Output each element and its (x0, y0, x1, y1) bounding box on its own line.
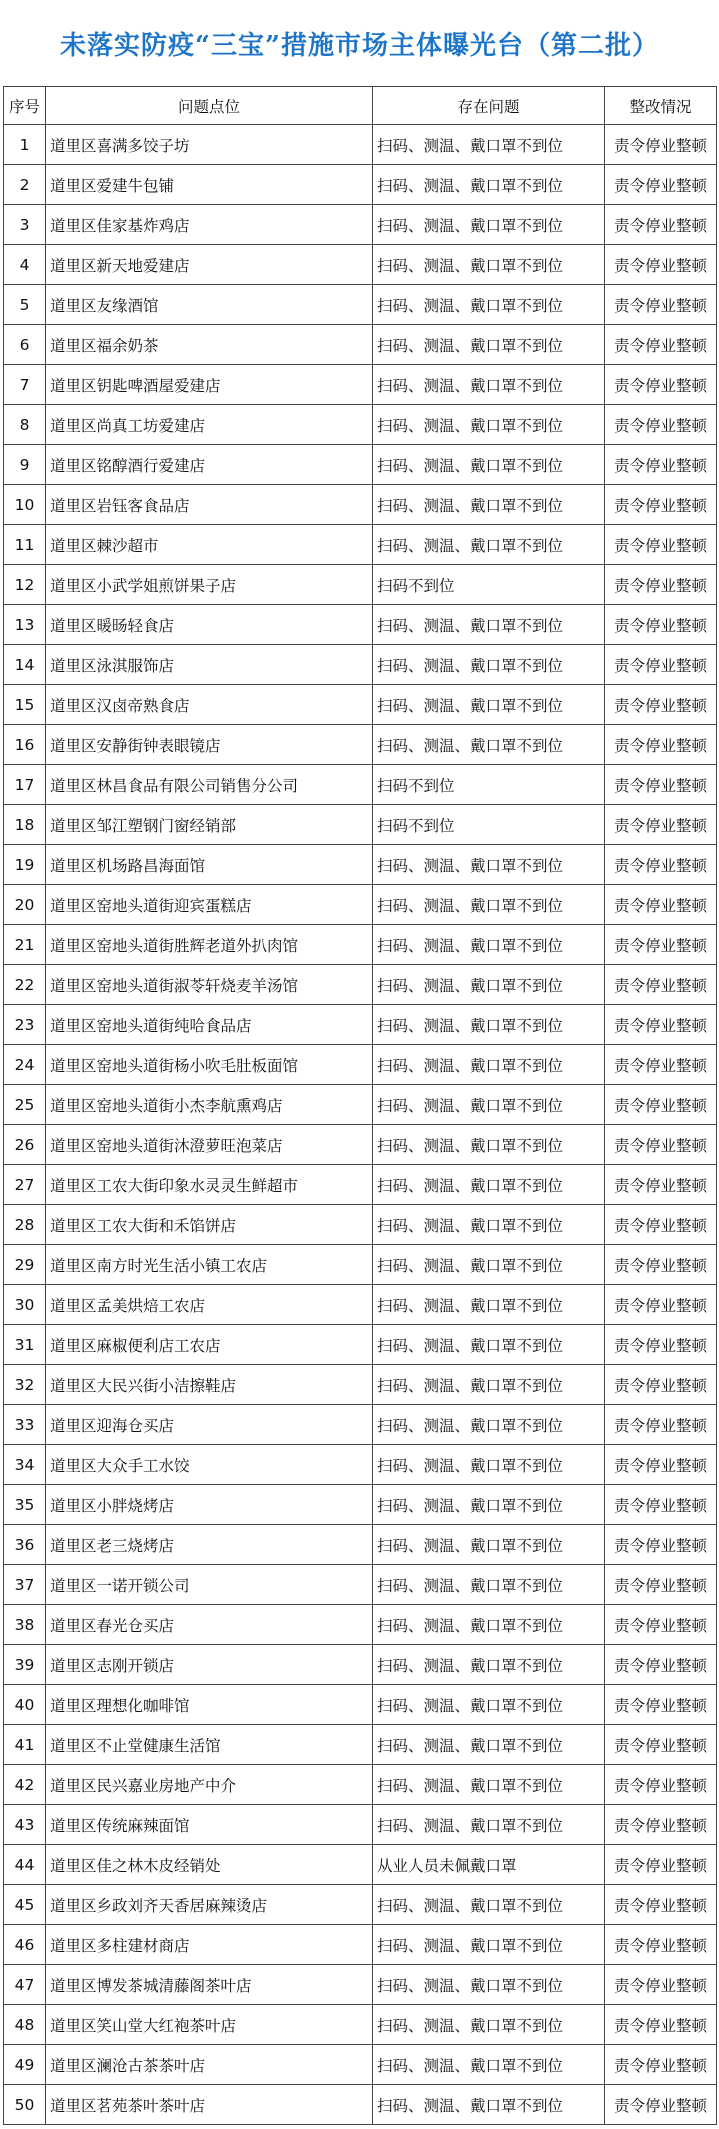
row-rectification: 责令停业整顿 (605, 1085, 717, 1125)
row-problem: 扫码、测温、戴口罩不到位 (373, 1125, 605, 1165)
table-row (4, 645, 717, 685)
page-title: 未落实防疫“三宝”措施市场主体曝光台（第二批） (60, 30, 659, 61)
row-rectification: 责令停业整顿 (605, 1245, 717, 1285)
row-rectification: 责令停业整顿 (605, 685, 717, 725)
table-row (4, 1565, 717, 1605)
row-rectification: 责令停业整顿 (605, 1045, 717, 1085)
row-index: 38 (4, 1605, 46, 1645)
row-location: 道里区钥匙啤酒屋爱建店 (46, 365, 373, 405)
table-row (4, 965, 717, 1005)
row-location: 道里区窑地头道街淑苓轩烧麦羊汤馆 (46, 965, 373, 1005)
row-rectification: 责令停业整顿 (605, 1925, 717, 1965)
row-location: 道里区大民兴街小洁擦鞋店 (46, 1365, 373, 1405)
table-row (4, 2045, 717, 2085)
row-rectification: 责令停业整顿 (605, 1445, 717, 1485)
row-location: 道里区福余奶茶 (46, 325, 373, 365)
row-rectification: 责令停业整顿 (605, 445, 717, 485)
row-location: 道里区博发茶城清藤阁茶叶店 (46, 1965, 373, 2005)
row-problem: 扫码、测温、戴口罩不到位 (373, 1285, 605, 1325)
row-problem: 扫码、测温、戴口罩不到位 (373, 725, 605, 765)
row-index: 9 (4, 445, 46, 485)
row-problem: 扫码不到位 (373, 765, 605, 805)
row-index: 50 (4, 2085, 46, 2125)
row-index: 16 (4, 725, 46, 765)
table-row (4, 325, 717, 365)
row-rectification: 责令停业整顿 (605, 765, 717, 805)
table-row (4, 685, 717, 725)
table-row (4, 205, 717, 245)
row-location: 道里区泳淇服饰店 (46, 645, 373, 685)
row-location: 道里区澜沧古茶茶叶店 (46, 2045, 373, 2085)
row-index: 45 (4, 1885, 46, 1925)
table-row (4, 1365, 717, 1405)
table-row (4, 565, 717, 605)
row-index: 30 (4, 1285, 46, 1325)
row-location: 道里区大众手工水饺 (46, 1445, 373, 1485)
row-problem: 扫码不到位 (373, 805, 605, 845)
row-index: 5 (4, 285, 46, 325)
row-location: 道里区小胖烧烤店 (46, 1485, 373, 1525)
row-rectification: 责令停业整顿 (605, 605, 717, 645)
table-row (4, 2085, 717, 2125)
row-location: 道里区机场路昌海面馆 (46, 845, 373, 885)
row-location: 道里区春光仓买店 (46, 1605, 373, 1645)
row-index: 46 (4, 1925, 46, 1965)
row-rectification: 责令停业整顿 (605, 1885, 717, 1925)
row-index: 26 (4, 1125, 46, 1165)
row-index: 36 (4, 1525, 46, 1565)
row-problem: 扫码、测温、戴口罩不到位 (373, 1085, 605, 1125)
row-problem: 扫码、测温、戴口罩不到位 (373, 1405, 605, 1445)
row-location: 道里区安静街钟表眼镜店 (46, 725, 373, 765)
header-problem: 存在问题 (373, 87, 605, 125)
row-rectification: 责令停业整顿 (605, 245, 717, 285)
table-row (4, 365, 717, 405)
exposure-table (3, 86, 717, 2125)
row-index: 42 (4, 1765, 46, 1805)
row-problem: 扫码、测温、戴口罩不到位 (373, 285, 605, 325)
row-problem: 扫码、测温、戴口罩不到位 (373, 1325, 605, 1365)
row-index: 47 (4, 1965, 46, 2005)
row-problem: 扫码、测温、戴口罩不到位 (373, 1925, 605, 1965)
row-location: 道里区窑地头道街纯哈食品店 (46, 1005, 373, 1045)
table-row (4, 845, 717, 885)
row-rectification: 责令停业整顿 (605, 1845, 717, 1885)
table-row (4, 605, 717, 645)
row-problem: 扫码、测温、戴口罩不到位 (373, 525, 605, 565)
row-index: 14 (4, 645, 46, 685)
row-problem: 扫码、测温、戴口罩不到位 (373, 1245, 605, 1285)
row-index: 25 (4, 1085, 46, 1125)
row-index: 20 (4, 885, 46, 925)
row-rectification: 责令停业整顿 (605, 1405, 717, 1445)
row-location: 道里区佳之林木皮经销处 (46, 1845, 373, 1885)
row-problem: 扫码、测温、戴口罩不到位 (373, 1045, 605, 1085)
row-location: 道里区铭醇酒行爱建店 (46, 445, 373, 485)
table-row (4, 525, 717, 565)
table-body (4, 125, 717, 2125)
row-rectification: 责令停业整顿 (605, 525, 717, 565)
row-location: 道里区尚真工坊爱建店 (46, 405, 373, 445)
row-problem: 扫码、测温、戴口罩不到位 (373, 1445, 605, 1485)
row-location: 道里区南方时光生活小镇工农店 (46, 1245, 373, 1285)
row-rectification: 责令停业整顿 (605, 1525, 717, 1565)
row-problem: 扫码、测温、戴口罩不到位 (373, 2005, 605, 2045)
row-location: 道里区岩钰客食品店 (46, 485, 373, 525)
row-problem: 扫码、测温、戴口罩不到位 (373, 925, 605, 965)
row-rectification: 责令停业整顿 (605, 1205, 717, 1245)
header-index: 序号 (4, 87, 46, 125)
row-rectification: 责令停业整顿 (605, 1365, 717, 1405)
row-index: 8 (4, 405, 46, 445)
row-rectification: 责令停业整顿 (605, 325, 717, 365)
row-index: 21 (4, 925, 46, 965)
row-rectification: 责令停业整顿 (605, 1485, 717, 1525)
row-rectification: 责令停业整顿 (605, 1725, 717, 1765)
row-rectification: 责令停业整顿 (605, 565, 717, 605)
row-rectification: 责令停业整顿 (605, 645, 717, 685)
table-row (4, 1845, 717, 1885)
table-row (4, 1925, 717, 1965)
row-rectification: 责令停业整顿 (605, 845, 717, 885)
table-row (4, 725, 717, 765)
row-rectification: 责令停业整顿 (605, 285, 717, 325)
row-problem: 扫码、测温、戴口罩不到位 (373, 445, 605, 485)
row-rectification: 责令停业整顿 (605, 1285, 717, 1325)
row-index: 33 (4, 1405, 46, 1445)
table-row (4, 1085, 717, 1125)
row-location: 道里区工农大街印象水灵灵生鲜超市 (46, 1165, 373, 1205)
row-index: 35 (4, 1485, 46, 1525)
row-location: 道里区林昌食品有限公司销售分公司 (46, 765, 373, 805)
table-row (4, 1605, 717, 1645)
row-rectification: 责令停业整顿 (605, 1325, 717, 1365)
row-index: 6 (4, 325, 46, 365)
row-rectification: 责令停业整顿 (605, 925, 717, 965)
row-location: 道里区工农大街和禾馅饼店 (46, 1205, 373, 1245)
row-rectification: 责令停业整顿 (605, 125, 717, 165)
row-location: 道里区一诺开锁公司 (46, 1565, 373, 1605)
row-problem: 扫码、测温、戴口罩不到位 (373, 1645, 605, 1685)
row-index: 18 (4, 805, 46, 845)
row-rectification: 责令停业整顿 (605, 1005, 717, 1045)
row-problem: 扫码、测温、戴口罩不到位 (373, 1805, 605, 1845)
table-row (4, 405, 717, 445)
row-problem: 扫码、测温、戴口罩不到位 (373, 685, 605, 725)
row-problem: 扫码、测温、戴口罩不到位 (373, 1005, 605, 1045)
table-row (4, 1725, 717, 1765)
row-location: 道里区棘沙超市 (46, 525, 373, 565)
row-problem: 扫码、测温、戴口罩不到位 (373, 1725, 605, 1765)
row-problem: 扫码、测温、戴口罩不到位 (373, 485, 605, 525)
table-row (4, 805, 717, 845)
table-row (4, 1405, 717, 1445)
row-index: 40 (4, 1685, 46, 1725)
row-location: 道里区理想化咖啡馆 (46, 1685, 373, 1725)
table-row (4, 1445, 717, 1485)
row-index: 23 (4, 1005, 46, 1045)
row-problem: 扫码、测温、戴口罩不到位 (373, 1565, 605, 1605)
row-index: 17 (4, 765, 46, 805)
row-index: 29 (4, 1245, 46, 1285)
row-problem: 扫码、测温、戴口罩不到位 (373, 205, 605, 245)
row-index: 37 (4, 1565, 46, 1605)
row-index: 11 (4, 525, 46, 565)
row-rectification: 责令停业整顿 (605, 1965, 717, 2005)
row-index: 27 (4, 1165, 46, 1205)
table-row (4, 1765, 717, 1805)
row-index: 31 (4, 1325, 46, 1365)
row-location: 道里区窑地头道街小杰李航熏鸡店 (46, 1085, 373, 1125)
table-row (4, 245, 717, 285)
row-index: 3 (4, 205, 46, 245)
row-location: 道里区多柱建材商店 (46, 1925, 373, 1965)
row-rectification: 责令停业整顿 (605, 2005, 717, 2045)
table-row (4, 1645, 717, 1685)
row-rectification: 责令停业整顿 (605, 1805, 717, 1845)
row-location: 道里区笑山堂大红袍茶叶店 (46, 2005, 373, 2045)
row-index: 4 (4, 245, 46, 285)
table-row (4, 1965, 717, 2005)
row-location: 道里区孟美烘焙工农店 (46, 1285, 373, 1325)
table-row (4, 1805, 717, 1845)
row-rectification: 责令停业整顿 (605, 2085, 717, 2125)
row-problem: 扫码、测温、戴口罩不到位 (373, 1885, 605, 1925)
row-problem: 扫码不到位 (373, 565, 605, 605)
table-row (4, 765, 717, 805)
table-row (4, 1205, 717, 1245)
row-location: 道里区邹江塑钢门窗经销部 (46, 805, 373, 845)
row-index: 48 (4, 2005, 46, 2045)
table-row (4, 885, 717, 925)
row-location: 道里区麻椒便利店工农店 (46, 1325, 373, 1365)
row-problem: 扫码、测温、戴口罩不到位 (373, 1605, 605, 1645)
row-problem: 扫码、测温、戴口罩不到位 (373, 845, 605, 885)
row-problem: 扫码、测温、戴口罩不到位 (373, 1365, 605, 1405)
row-rectification: 责令停业整顿 (605, 365, 717, 405)
row-rectification: 责令停业整顿 (605, 1765, 717, 1805)
table-row (4, 1245, 717, 1285)
row-problem: 扫码、测温、戴口罩不到位 (373, 405, 605, 445)
row-problem: 扫码、测温、戴口罩不到位 (373, 1685, 605, 1725)
row-problem: 扫码、测温、戴口罩不到位 (373, 125, 605, 165)
row-location: 道里区窑地头道街迎宾蛋糕店 (46, 885, 373, 925)
row-location: 道里区友缘酒馆 (46, 285, 373, 325)
table-row (4, 1285, 717, 1325)
row-location: 道里区佳家基炸鸡店 (46, 205, 373, 245)
table-row (4, 925, 717, 965)
header-location: 问题点位 (46, 87, 373, 125)
row-problem: 扫码、测温、戴口罩不到位 (373, 1525, 605, 1565)
header-row (4, 87, 717, 125)
table-row (4, 1325, 717, 1365)
table-row (4, 1125, 717, 1165)
row-problem: 扫码、测温、戴口罩不到位 (373, 1485, 605, 1525)
table-row (4, 1485, 717, 1525)
row-location: 道里区民兴嘉业房地产中介 (46, 1765, 373, 1805)
row-rectification: 责令停业整顿 (605, 405, 717, 445)
row-index: 44 (4, 1845, 46, 1885)
row-index: 15 (4, 685, 46, 725)
row-problem: 扫码、测温、戴口罩不到位 (373, 885, 605, 925)
row-location: 道里区暖旸轻食店 (46, 605, 373, 645)
row-location: 道里区喜满多饺子坊 (46, 125, 373, 165)
row-problem: 扫码、测温、戴口罩不到位 (373, 165, 605, 205)
row-index: 19 (4, 845, 46, 885)
row-index: 43 (4, 1805, 46, 1845)
row-rectification: 责令停业整顿 (605, 1125, 717, 1165)
row-rectification: 责令停业整顿 (605, 1165, 717, 1205)
row-index: 34 (4, 1445, 46, 1485)
table-row (4, 165, 717, 205)
row-rectification: 责令停业整顿 (605, 2045, 717, 2085)
row-location: 道里区乡政刘齐天香居麻辣烫店 (46, 1885, 373, 1925)
row-problem: 扫码、测温、戴口罩不到位 (373, 2045, 605, 2085)
row-rectification: 责令停业整顿 (605, 885, 717, 925)
table-row (4, 1885, 717, 1925)
row-problem: 扫码、测温、戴口罩不到位 (373, 1765, 605, 1805)
table-row (4, 1165, 717, 1205)
row-problem: 扫码、测温、戴口罩不到位 (373, 245, 605, 285)
row-location: 道里区窑地头道街胜辉老道外扒肉馆 (46, 925, 373, 965)
table-row (4, 1005, 717, 1045)
row-problem: 扫码、测温、戴口罩不到位 (373, 605, 605, 645)
row-index: 24 (4, 1045, 46, 1085)
table-row (4, 1045, 717, 1085)
row-index: 12 (4, 565, 46, 605)
row-problem: 扫码、测温、戴口罩不到位 (373, 365, 605, 405)
row-index: 13 (4, 605, 46, 645)
row-rectification: 责令停业整顿 (605, 725, 717, 765)
row-problem: 扫码、测温、戴口罩不到位 (373, 325, 605, 365)
row-rectification: 责令停业整顿 (605, 1605, 717, 1645)
table-row (4, 125, 717, 165)
row-problem: 扫码、测温、戴口罩不到位 (373, 1205, 605, 1245)
row-rectification: 责令停业整顿 (605, 485, 717, 525)
table-row (4, 1685, 717, 1725)
row-rectification: 责令停业整顿 (605, 1645, 717, 1685)
table-row (4, 2005, 717, 2045)
row-rectification: 责令停业整顿 (605, 1565, 717, 1605)
row-location: 道里区小武学姐煎饼果子店 (46, 565, 373, 605)
row-location: 道里区老三烧烤店 (46, 1525, 373, 1565)
row-location: 道里区窑地头道街沐澄萝旺泡菜店 (46, 1125, 373, 1165)
row-index: 49 (4, 2045, 46, 2085)
row-problem: 从业人员未佩戴口罩 (373, 1845, 605, 1885)
row-location: 道里区汉卤帝熟食店 (46, 685, 373, 725)
row-location: 道里区茗苑茶叶茶叶店 (46, 2085, 373, 2125)
row-index: 2 (4, 165, 46, 205)
row-location: 道里区志刚开锁店 (46, 1645, 373, 1685)
row-location: 道里区传统麻辣面馆 (46, 1805, 373, 1845)
row-problem: 扫码、测温、戴口罩不到位 (373, 1165, 605, 1205)
row-problem: 扫码、测温、戴口罩不到位 (373, 645, 605, 685)
row-location: 道里区爱建牛包铺 (46, 165, 373, 205)
row-rectification: 责令停业整顿 (605, 165, 717, 205)
row-rectification: 责令停业整顿 (605, 1685, 717, 1725)
row-rectification: 责令停业整顿 (605, 205, 717, 245)
row-rectification: 责令停业整顿 (605, 805, 717, 845)
row-problem: 扫码、测温、戴口罩不到位 (373, 965, 605, 1005)
row-location: 道里区新天地爱建店 (46, 245, 373, 285)
row-location: 道里区迎海仓买店 (46, 1405, 373, 1445)
row-index: 10 (4, 485, 46, 525)
row-location: 道里区不止堂健康生活馆 (46, 1725, 373, 1765)
row-index: 32 (4, 1365, 46, 1405)
row-rectification: 责令停业整顿 (605, 965, 717, 1005)
row-location: 道里区窑地头道街杨小吹毛肚板面馆 (46, 1045, 373, 1085)
table-row (4, 445, 717, 485)
row-index: 39 (4, 1645, 46, 1685)
row-index: 41 (4, 1725, 46, 1765)
row-problem: 扫码、测温、戴口罩不到位 (373, 1965, 605, 2005)
row-index: 7 (4, 365, 46, 405)
row-index: 28 (4, 1205, 46, 1245)
row-problem: 扫码、测温、戴口罩不到位 (373, 2085, 605, 2125)
table-row (4, 485, 717, 525)
row-index: 1 (4, 125, 46, 165)
table-header (4, 87, 717, 125)
header-rectification: 整改情况 (605, 87, 717, 125)
table-row (4, 1525, 717, 1565)
row-index: 22 (4, 965, 46, 1005)
table-row (4, 285, 717, 325)
